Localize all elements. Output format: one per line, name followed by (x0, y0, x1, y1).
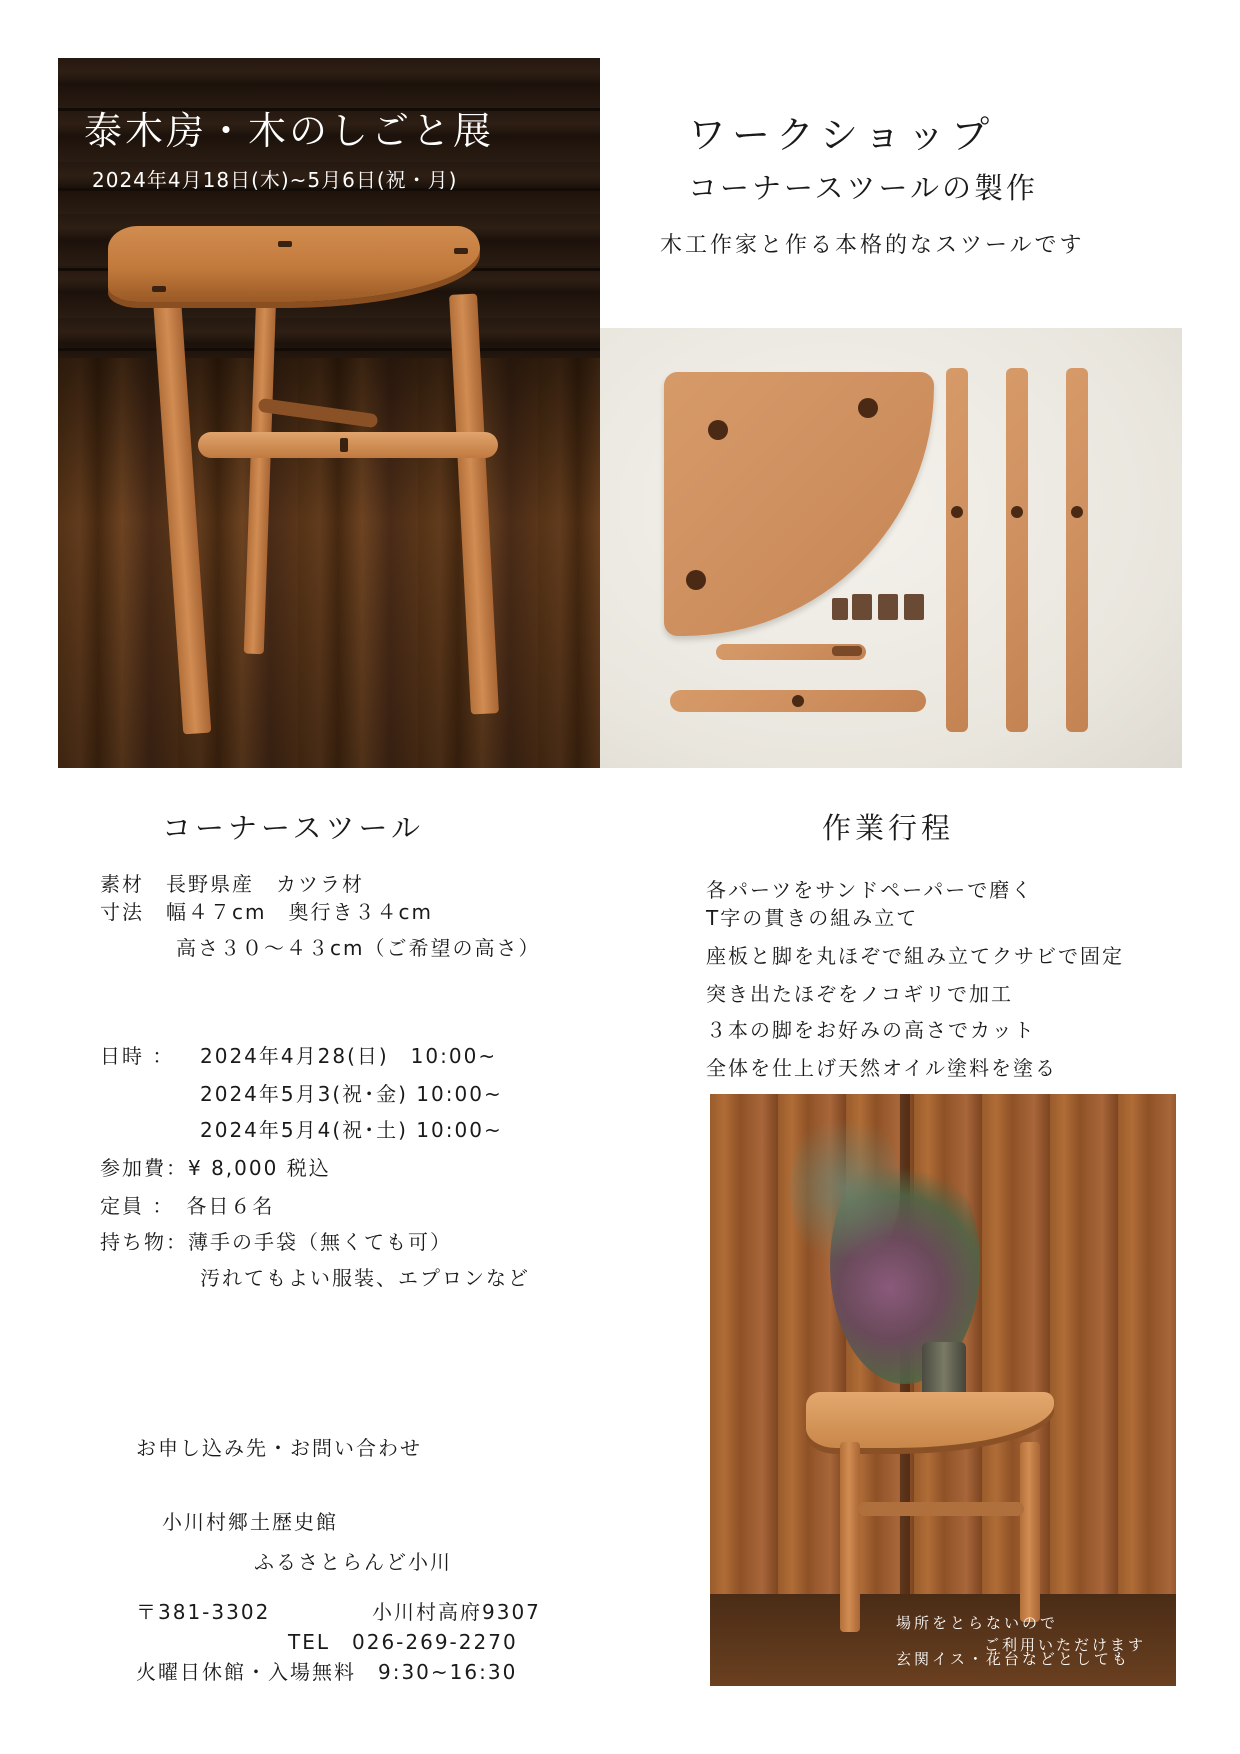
seat-tenon-mark (278, 241, 292, 247)
process-step-4: 突き出たほぞをノコギリで加工 (706, 982, 1013, 1006)
fee-line: 参加費：¥ 8,000 税込 (100, 1156, 331, 1180)
exhibition-dates: 2024年4月18日(木)~5月6日(祝・月) (92, 168, 458, 192)
material-line: 素材 長野県産 カツラ材 (100, 872, 364, 896)
seat-hole (708, 420, 728, 440)
corner-stool-leg (1020, 1442, 1040, 1622)
leg-part (946, 368, 968, 732)
workshop-subtitle: コーナースツールの製作 (688, 171, 1038, 205)
bring-line-2: 汚れてもよい服装、エプロンなど (200, 1266, 530, 1290)
schedule-date-2: 2024年5月3(祝･金) 10:00~ (200, 1082, 503, 1106)
size-line-1: 寸法 幅４７cm 奥行き３４cm (100, 900, 433, 924)
contact-heading: お申し込み先・お問い合わせ (136, 1436, 422, 1460)
wedge-piece (852, 594, 872, 620)
seat-hole (858, 398, 878, 418)
corner-caption-3: ご利用いただけます (984, 1636, 1147, 1654)
rod-tenon (832, 646, 862, 656)
seat-tenon-mark (152, 286, 166, 292)
corner-stool-seat (806, 1392, 1054, 1448)
eucalyptus-leaves (790, 1104, 900, 1274)
leg-part (1066, 368, 1088, 732)
process-step-2: T字の貫きの組み立て (706, 906, 919, 930)
corner-caption-1: 場所をとらないので (896, 1614, 1059, 1632)
process-step-6: 全体を仕上げ天然オイル塗料を塗る (706, 1056, 1057, 1080)
address: 小川村高府9307 (372, 1600, 541, 1624)
corner-stool-leg (840, 1442, 860, 1632)
stretcher-hole (792, 695, 804, 707)
telephone: TEL 026-269-2270 (288, 1630, 518, 1654)
product-heading: コーナースツール (162, 811, 424, 845)
parts-photo (600, 328, 1182, 768)
corner-caption-2: 玄関イス・花台などとしても (896, 1650, 1130, 1668)
seat-tenon-mark (454, 248, 468, 254)
leg-hole (1011, 506, 1023, 518)
process-step-3: 座板と脚を丸ほぞで組み立てクサビで固定 (706, 944, 1124, 968)
org-name-2: ふるさとらんど小川 (254, 1550, 452, 1574)
leg-hole (1071, 506, 1083, 518)
schedule-label: 日時 ： (100, 1044, 175, 1068)
workshop-description: 木工作家と作る本格的なスツールです (660, 233, 1085, 258)
bring-line-1: 持ち物：薄手の手袋（無くても可） (100, 1230, 452, 1254)
leg-hole (951, 506, 963, 518)
wedge-piece (904, 594, 924, 620)
seat-hole (686, 570, 706, 590)
org-name-1: 小川村郷土歴史館 (162, 1510, 338, 1534)
capacity-line: 定員 ： 各日６名 (100, 1194, 275, 1218)
wedge-mark (340, 438, 348, 452)
process-step-5: ３本の脚をお好みの高さでカット (706, 1018, 1036, 1042)
schedule-date-1: 2024年4月28(日) 10:00~ (200, 1044, 498, 1068)
leg-part (1006, 368, 1028, 732)
wedge-piece (878, 594, 898, 620)
process-heading: 作業行程 (822, 811, 955, 845)
opening-hours: 火曜日休館・入場無料 9:30~16:30 (136, 1660, 518, 1684)
exhibition-title: 泰木房・木のしごと展 (84, 109, 495, 153)
workshop-title: ワークショップ (688, 113, 996, 157)
corner-stool-photo (710, 1094, 1176, 1686)
wedge-piece (832, 598, 848, 620)
stool-stretcher (198, 432, 498, 458)
corner-stool-stretcher (858, 1502, 1024, 1516)
process-step-1: 各パーツをサンドペーパーで磨く (706, 878, 1034, 902)
postal-code: 〒381-3302 (136, 1600, 271, 1624)
schedule-date-3: 2024年5月4(祝･土) 10:00~ (200, 1118, 503, 1142)
size-line-2: 高さ３０～４３cm（ご希望の高さ） (176, 936, 541, 960)
